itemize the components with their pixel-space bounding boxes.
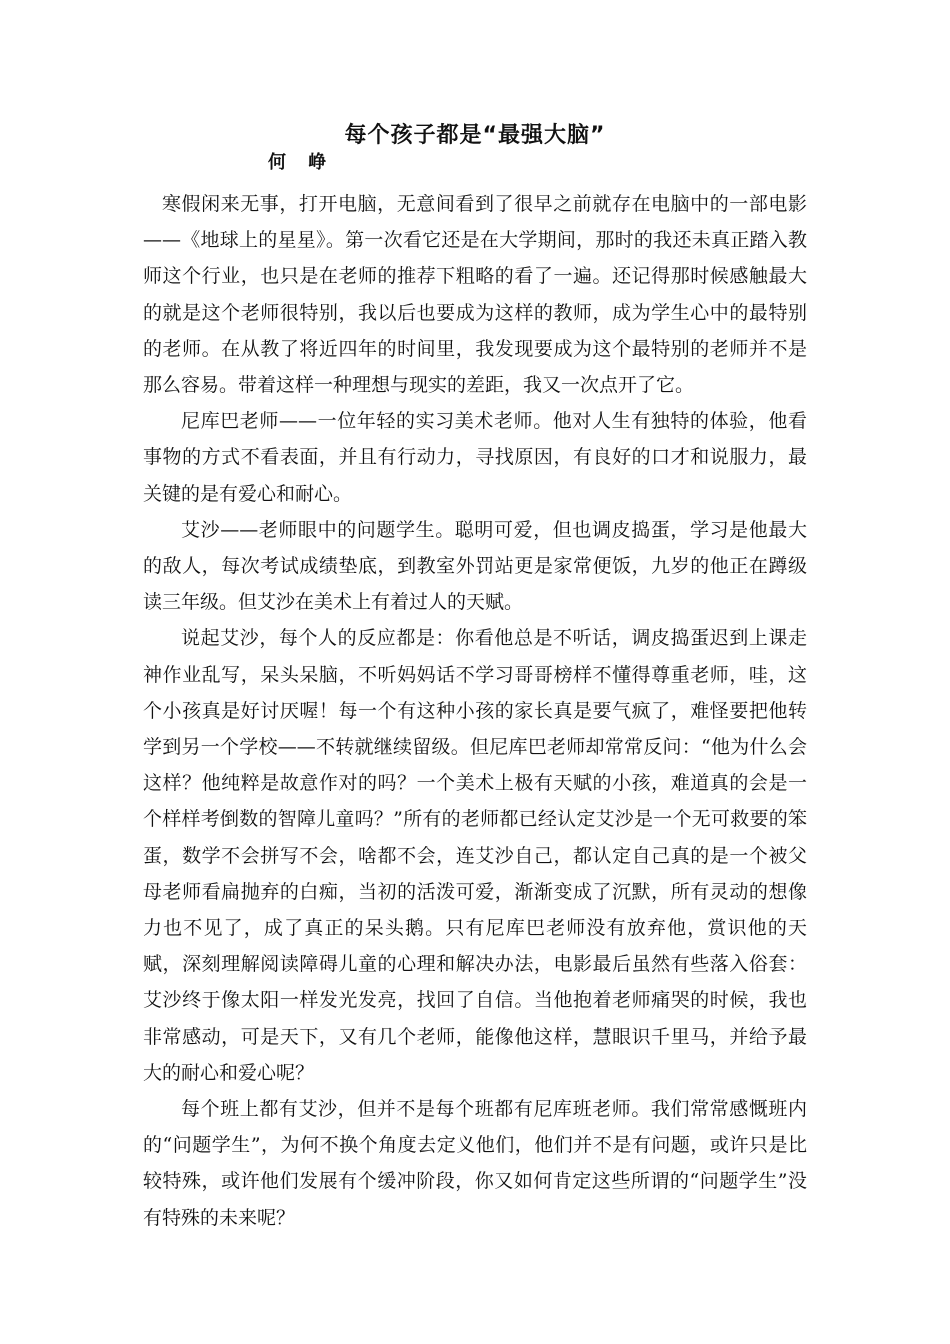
- article-body: [143, 186, 807, 1236]
- paragraph-3: 艾沙——老师眼中的问题学生。聪明可爱，但也调皮捣蛋，学习是他最大的敌人，每次考试成绩垫底，到教室外罚站更是家常便饭，九岁的他正在蹲级读三年级。但艾沙在美术上有着过人的天赋。: [143, 518, 807, 614]
- paragraph-1: 寒假闲来无事，打开电脑，无意间看到了很早之前就存在电脑中的一部电影——《地球上的星星》。第一次看它还是在大学期间，那时的我还未真正踏入教师这个行业，也只是在老师的推荐下粗略的看了一遍。还记得那时候感触最大的就是这个老师很特别，我以后也要成为这样的教师，成为学生心中的最特别的老师。在从教了将近四年的时间里，我发现要成为这个最特别的老师并不是那么容易。带着这样一种理想与现实的差距，我又一次点开了它。: [143, 193, 807, 397]
- paragraph-4: 说起艾沙，每个人的反应都是：你看他总是不听话，调皮捣蛋迟到上课走神作业乱写，呆头呆脑，不听妈妈话不学习哥哥榜样不懂得尊重老师，哇，这个小孩真是好讨厌喔！每一个有这种小孩的家长真是要气疯了，难怪要把他转学到另一个学校——不转就继续留级。但尼库巴老师却常常反问：“他为什么会这样？他纯粹是故意作对的吗？一个美术上极有天赋的小孩，难道真的会是一个样样考倒数的智障儿童吗？”所有的老师都已经认定艾沙是一个无可救要的笨蛋，数学不会拼写不会，啥都不会，连艾沙自己，都认定自己真的是一个被父母老师看扁抛弃的白痴，当初的活泼可爱，渐渐变成了沉默，所有灵动的想像力也不见了，成了真正的呆头鹅。只有尼库巴老师没有放弃他，赏识他的天赋，深刻理解阅读障碍儿童的心理和解决办法，电影最后虽然有些落入俗套：艾沙终于像太阳一样发光发亮，找回了自信。当他抱着老师痛哭的时候，我也非常感动，可是天下，又有几个老师，能像他这样，慧眼识千里马，并给予最大的耐心和爱心呢？: [143, 627, 807, 1084]
- paragraph-5: 每个班上都有艾沙，但并不是每个班都有尼库班老师。我们常常感慨班内的“问题学生”，为何不换个角度去定义他们，他们并不是有问题，或许只是比较特殊，或许他们发展有个缓冲阶段，你又如何肯定这些所谓的“问题学生”没有特殊的未来呢？: [143, 1098, 807, 1229]
- author-name: 何 峥: [268, 152, 335, 173]
- document-title: 每个孩子都是“最强大脑”: [344, 123, 606, 148]
- paragraph-2: 尼库巴老师——一位年轻的实习美术老师。他对人生有独特的体验，他看事物的方式不看表面，并且有行动力，寻找原因，有良好的口才和说服力，最关键的是有爱心和耐心。: [143, 410, 807, 505]
